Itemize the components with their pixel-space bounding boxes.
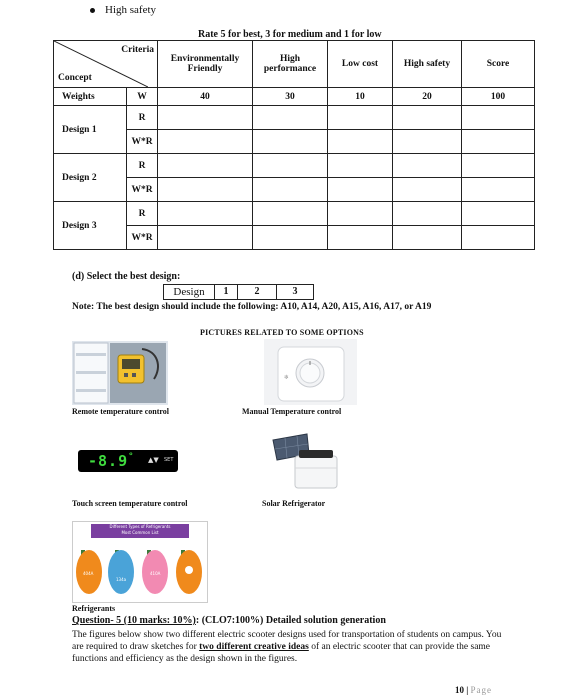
column-header-score: Score (462, 41, 535, 88)
design-option-1[interactable]: 1 (215, 285, 238, 299)
design-selector-label: Design (164, 285, 215, 299)
design-2-label: Design 2 (54, 154, 127, 202)
design-selector (163, 284, 314, 300)
table-cell[interactable] (393, 154, 462, 178)
remote-thermometer-icon (72, 341, 168, 405)
column-header-environmentally-friendly: Environmentally Friendly (158, 41, 253, 88)
touch-screen-caption: Touch screen temperature control (72, 499, 188, 508)
page-footer (455, 685, 492, 695)
design-3-label: Design 3 (54, 202, 127, 250)
pictures-title: PICTURES RELATED TO SOME OPTIONS (200, 328, 364, 337)
rating-table (53, 40, 535, 250)
table-cell[interactable] (328, 130, 393, 154)
table-cell[interactable] (393, 178, 462, 202)
column-header-high-safety: High safety (393, 41, 462, 88)
table-cell[interactable] (462, 154, 535, 178)
table-cell[interactable] (253, 106, 328, 130)
table-cell[interactable] (462, 202, 535, 226)
table-cell[interactable] (158, 130, 253, 154)
remote-temperature-caption: Remote temperature control (72, 407, 169, 416)
cylinder-label: 410A (150, 571, 161, 576)
table-cell[interactable] (253, 130, 328, 154)
set-key: SET (164, 457, 174, 463)
table-cell[interactable] (158, 178, 253, 202)
solar-refrigerator-image (255, 432, 345, 492)
table-cell[interactable] (462, 106, 535, 130)
table-cell[interactable] (253, 202, 328, 226)
table-cell[interactable] (393, 226, 462, 250)
table-cell[interactable] (462, 178, 535, 202)
design-option-2[interactable]: 2 (238, 285, 277, 299)
weight-value: 10 (328, 88, 393, 106)
column-header-high-performance: High performance (253, 41, 328, 88)
solar-refrigerator-caption: Solar Refrigerator (262, 499, 326, 508)
page-number: 10 (455, 685, 464, 695)
arrow-keys-icon: ▲▼ (148, 456, 159, 464)
column-header-low-cost: Low cost (328, 41, 393, 88)
weighted-sub-label: W*R (127, 226, 158, 250)
table-cell[interactable] (158, 154, 253, 178)
table-cell[interactable] (328, 154, 393, 178)
select-design-title: (d) Select the best design: (72, 271, 181, 282)
weight-value: 100 (462, 88, 535, 106)
page-word: Page (470, 685, 492, 695)
table-cell[interactable] (393, 106, 462, 130)
rating-caption: Rate 5 for best, 3 for medium and 1 for low (198, 29, 382, 40)
weighted-sub-label: W*R (127, 178, 158, 202)
selection-note: Note: The best design should include the following: A10, A14, A20, A15, A16, A17, or A19 (72, 302, 432, 312)
table-cell[interactable] (253, 154, 328, 178)
concept-label: Concept (58, 73, 92, 83)
weights-label: Weights (54, 88, 127, 106)
solar-refrigerator-icon (255, 432, 345, 492)
page-separator: | (466, 685, 469, 695)
table-cell[interactable] (253, 226, 328, 250)
table-cell[interactable] (328, 178, 393, 202)
weights-sub-label: W (127, 88, 158, 106)
display-digits: -8.9° (88, 452, 135, 470)
remote-temperature-control-image (72, 341, 168, 405)
design-1-label: Design 1 (54, 106, 127, 154)
cylinder-label: 404A (83, 571, 94, 576)
question-5-text: The figures below show two different electric scooter designs used for transportation of students on campus. You are required to draw sketches for two different creative ideas of an electric scooter that can provide the same functions and efficiency as the design shown in the figures. (72, 630, 502, 664)
criteria-concept-corner (54, 41, 158, 88)
rating-sub-label: R (127, 154, 158, 178)
refrigerants-image (72, 521, 208, 603)
svg-text:❄: ❄ (284, 374, 290, 381)
weight-value: 20 (393, 88, 462, 106)
touch-screen-control-image (78, 450, 178, 472)
table-cell[interactable] (158, 202, 253, 226)
manual-temperature-control-image (264, 339, 357, 405)
bullet-item (90, 4, 156, 16)
table-cell[interactable] (328, 202, 393, 226)
table-cell[interactable] (462, 226, 535, 250)
rating-sub-label: R (127, 202, 158, 226)
table-cell[interactable] (328, 106, 393, 130)
table-cell[interactable] (253, 178, 328, 202)
table-cell[interactable] (158, 226, 253, 250)
cylinder-label: 134a (116, 577, 127, 582)
refrigerants-banner: Different Types of Refrigerants Most Common List (91, 524, 189, 538)
weight-value: 30 (253, 88, 328, 106)
weight-value: 40 (158, 88, 253, 106)
table-cell[interactable] (158, 106, 253, 130)
refrigerants-caption: Refrigerants (72, 604, 116, 613)
table-cell[interactable] (393, 202, 462, 226)
criteria-label: Criteria (121, 45, 154, 55)
rating-sub-label: R (127, 106, 158, 130)
refrigerant-cylinders-icon (73, 522, 207, 602)
manual-temperature-caption: Manual Temperature control (242, 407, 342, 416)
table-cell[interactable] (328, 226, 393, 250)
question-5-title: Question- 5 (10 marks: 10%): (CLO7:100%) Detailed solution generation (72, 615, 386, 626)
design-option-3[interactable]: 3 (292, 286, 298, 297)
table-cell[interactable] (393, 130, 462, 154)
manual-thermostat-icon (264, 339, 357, 405)
bullet-text: High safety (105, 4, 157, 16)
weighted-sub-label: W*R (127, 130, 158, 154)
bullet-icon (90, 8, 95, 13)
table-cell[interactable] (462, 130, 535, 154)
